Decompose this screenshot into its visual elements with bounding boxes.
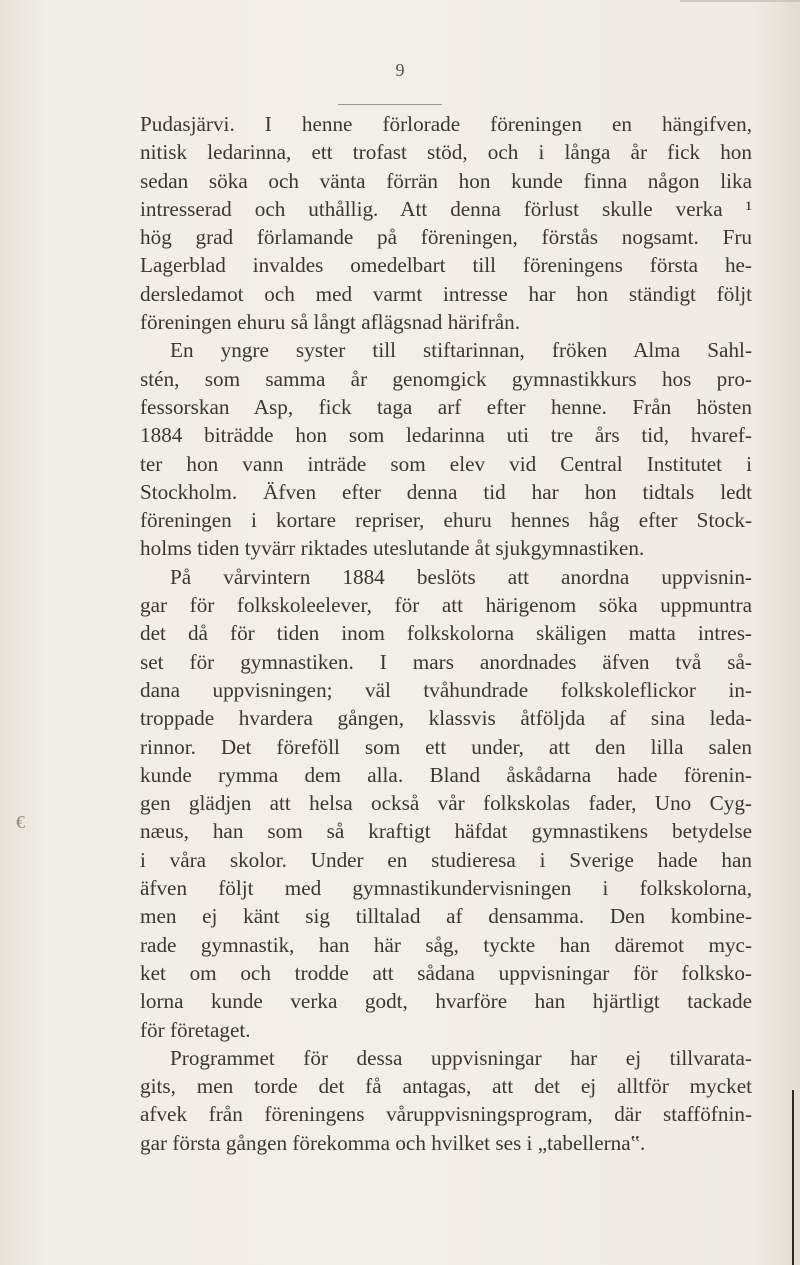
text-line: stén, som samma år genomgick gymnastikkurs hos pro- (140, 366, 752, 391)
text-line: ket om och trodde att sådana uppvisningar för folksko- (140, 960, 752, 985)
text-line: intresserad och uthållig. Att denna förlust skulle verka ¹ (140, 196, 752, 221)
text-line: gar första gången förekomma och hvilket ses i „tabellerna‟. (140, 1130, 646, 1155)
text-line: ter hon vann inträde som elev vid Central Institutet i (140, 451, 752, 476)
text-line: sedan söka och vänta förrän hon kunde finna någon lika (140, 168, 752, 193)
text-line: lorna kunde verka godt, hvarföre han hjärtligt tackade (140, 989, 752, 1014)
text-line: næus, han som så kraftigt häfdat gymnastikens betydelse (140, 819, 752, 844)
margin-mark: € (16, 812, 25, 832)
paragraph (140, 1044, 752, 1157)
text-line: kunde rymma dem alla. Bland åskådarna hade förenin- (140, 762, 752, 787)
text-line: i våra skolor. Under en studieresa i Sverige hade han (140, 847, 752, 872)
page-edge-top (680, 0, 800, 2)
text-line: föreningen i kortare repriser, ehuru hennes håg efter Stock- (140, 508, 752, 533)
text-line: En yngre syster till stiftarinnan, fröken Alma Sahl- (170, 338, 752, 363)
text-line: nitisk ledarinna, ett trofast stöd, och i långa år fick hon (140, 140, 752, 165)
text-line: rinnor. Det föreföll som ett under, att den lilla salen (140, 734, 752, 759)
text-line: dana uppvisningen; väl tvåhundrade folkskoleflickor in- (140, 677, 752, 702)
text-line: 1884 biträdde hon som ledarinna uti tre års tid, hvaref- (140, 423, 752, 448)
text-line: föreningen ehuru så långt aflägsnad härifrån. (140, 310, 521, 335)
page-number: 9 (395, 60, 405, 80)
body-text (140, 110, 752, 1157)
page-edge-right (792, 1090, 794, 1265)
text-line: hög grad förlamande på föreningen, förstås nogsamt. Fru (140, 225, 752, 250)
text-line: På vårvintern 1884 beslöts att anordna uppvisnin- (170, 564, 752, 589)
text-line: rade gymnastik, han här såg, tyckte han däremot myc- (140, 932, 752, 957)
text-line: troppade hvardera gången, klassvis åtföljda af sina leda- (140, 706, 752, 731)
text-line: fessorskan Asp, fick taga arf efter henne. Från hösten (140, 394, 752, 419)
text-line: gits, men torde det få antagas, att det ej alltför mycket (140, 1074, 752, 1099)
text-line: gen glädjen att helsa också vår folkskolas fader, Uno Cyg- (140, 791, 752, 816)
text-line: set för gymnastiken. I mars anordnades äfven två så- (140, 649, 752, 674)
paragraph (140, 110, 752, 336)
text-line: Stockholm. Äfven efter denna tid har hon tidtals ledt (140, 479, 752, 504)
paragraph (140, 563, 752, 1044)
text-line: för företaget. (140, 1017, 251, 1042)
text-line: holms tiden tyvärr riktades uteslutande åt sjukgymnastiken. (140, 536, 645, 561)
text-line: men ej känt sig tilltalad af densamma. Den kombine- (140, 904, 752, 929)
text-line: Pudasjärvi. I henne förlorade föreningen en hängifven, (140, 112, 752, 136)
paragraph (140, 336, 752, 562)
text-line: gar för folkskoleelever, för att härigenom söka uppmuntra (140, 593, 752, 618)
text-line: det då för tiden inom folkskolorna skäligen matta intres- (140, 621, 752, 646)
text-line: afvek från föreningens våruppvisningsprogram, där stafföfnin- (140, 1102, 752, 1127)
text-line: Programmet för dessa uppvisningar har ej tillvarata- (170, 1045, 752, 1070)
header-rule (338, 104, 442, 105)
text-line: äfven följt med gymnastikundervisningen i folkskolorna, (140, 876, 752, 901)
text-line: Lagerblad invaldes omedelbart till föreningens första he- (140, 253, 752, 278)
text-line: dersledamot och med varmt intresse har hon ständigt följt (140, 281, 752, 306)
